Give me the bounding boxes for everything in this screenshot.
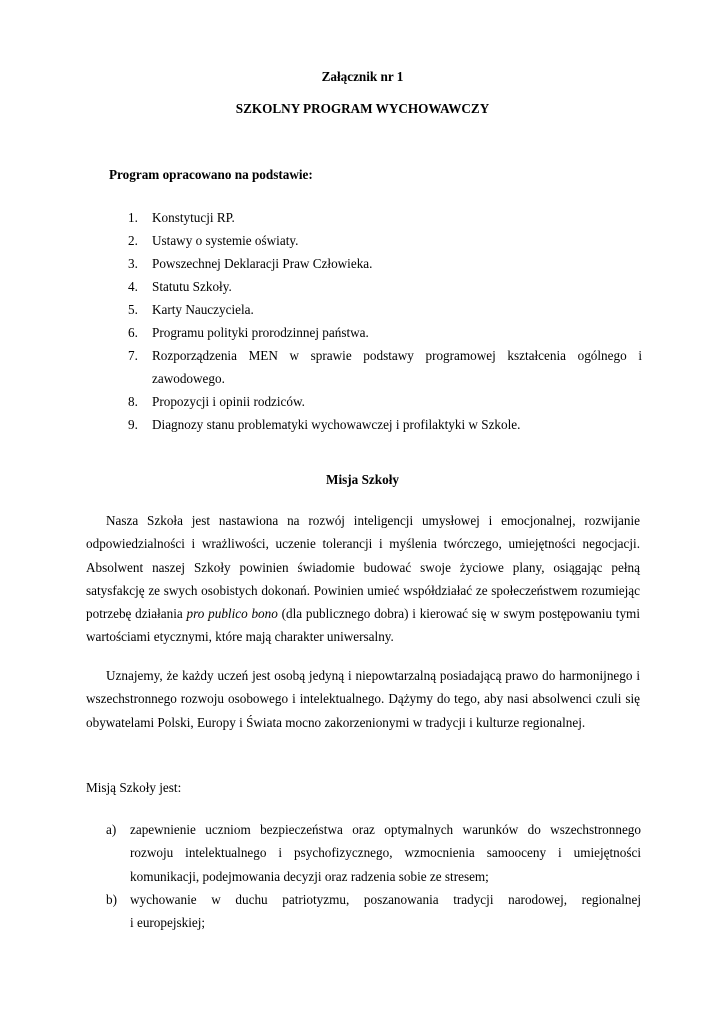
list-item-text-line1: Rozporządzenia MEN w sprawie podstawy programowej kształcenia ogólnego i <box>152 348 642 363</box>
list-item-text-line2: zawodowego. <box>152 371 225 386</box>
list-number: 4. <box>128 279 138 294</box>
list-item-text: Statutu Szkoły. <box>152 279 232 294</box>
list-number: 5. <box>128 302 138 317</box>
list-item-text: Programu polityki prorodzinnej państwa. <box>152 325 369 340</box>
list-item <box>108 229 642 252</box>
list-item-text: Ustawy o systemie oświaty. <box>152 233 299 248</box>
list-number: 6. <box>128 325 138 340</box>
list-item <box>108 413 642 436</box>
list-item <box>86 888 641 935</box>
paragraph-text: Nasza Szkoła jest nastawiona na rozwój inteligencji umysłowej i emocjonalnej, rozwijanie odpowiedzialności i wrażliwości, uczenie tolerancji i myślenia twórczego, umiejętności negocjacji. Absolwent naszej Szkoły powinien świadomie budować swoje życiowe plany, osiągając pełną satysfakcję ze swych osobistych dokonań. Powinien umieć współdziałać ze społeczeństwem rozumiejąc potrzebę działania <box>86 513 640 622</box>
list-item-text: zapewnienie uczniom bezpieczeństwa oraz optymalnych warunków do wszechstronnego rozwoju intelektualnego i psychofizycznego, wzmocnienia samooceny i umiejętności komunikacji, podejmowania decyzji oraz radzenia sobie ze stresem; <box>130 822 641 884</box>
list-item-text-line2: i europejskiej; <box>130 915 206 931</box>
list-item-text: Diagnozy stanu problematyki wychowawczej i profilaktyki w Szkole. <box>152 417 521 432</box>
mission-intro: Misją Szkoły jest: <box>86 780 182 795</box>
list-number: 2. <box>128 233 138 248</box>
list-item <box>108 206 642 229</box>
list-item <box>108 344 642 390</box>
mission-goals-list <box>86 818 641 934</box>
annex-title: Załącznik nr 1 <box>321 69 404 84</box>
list-letter: a) <box>106 822 117 837</box>
list-number: 9. <box>128 417 138 432</box>
paragraph-text: (dla publicznego dobra) i kierować się w swym postępowaniu tymi wartościami etycznymi, które mają charakter uniwersalny. <box>86 606 640 645</box>
list-number: 3. <box>128 256 138 271</box>
list-item <box>108 252 642 275</box>
basis-heading: Program opracowano na podstawie: <box>109 167 313 182</box>
mission-paragraph-2 <box>86 664 640 734</box>
latin-phrase: pro publico bono <box>186 606 278 622</box>
list-item <box>108 275 642 298</box>
list-item <box>108 298 642 321</box>
list-item <box>108 321 642 344</box>
mission-paragraph-1 <box>86 509 640 649</box>
list-item-text: Powszechnej Deklaracji Praw Człowieka. <box>152 256 373 271</box>
list-item-text: Karty Nauczyciela. <box>152 302 254 317</box>
list-letter: b) <box>106 891 117 907</box>
list-item-text: Propozycji i opinii rodziców. <box>152 394 305 409</box>
list-item <box>108 390 642 413</box>
list-number: 7. <box>128 348 138 363</box>
paragraph-text: Uznajemy, że każdy uczeń jest osobą jedyną i niepowtarzalną posiadającą prawo do harmonijnego i wszechstronnego rozwoju osobowego i intelektualnego. Dążymy do tego, aby nasi absolwenci czuli się obywatelami Polski, Europy i Świata mocno zakorzenionymi w tradycji i kulturze regionalnej. <box>86 668 640 730</box>
list-item <box>86 818 641 888</box>
list-number: 8. <box>128 394 138 409</box>
list-item-text: Konstytucji RP. <box>152 210 235 225</box>
list-number: 1. <box>128 210 138 225</box>
basis-list <box>108 206 642 436</box>
list-item-text-line1: wychowanie w duchu patriotyzmu, poszanowania tradycji narodowej, regionalnej <box>130 891 641 907</box>
mission-heading: Misja Szkoły <box>326 472 399 487</box>
program-title: SZKOLNY PROGRAM WYCHOWAWCZY <box>235 101 490 116</box>
